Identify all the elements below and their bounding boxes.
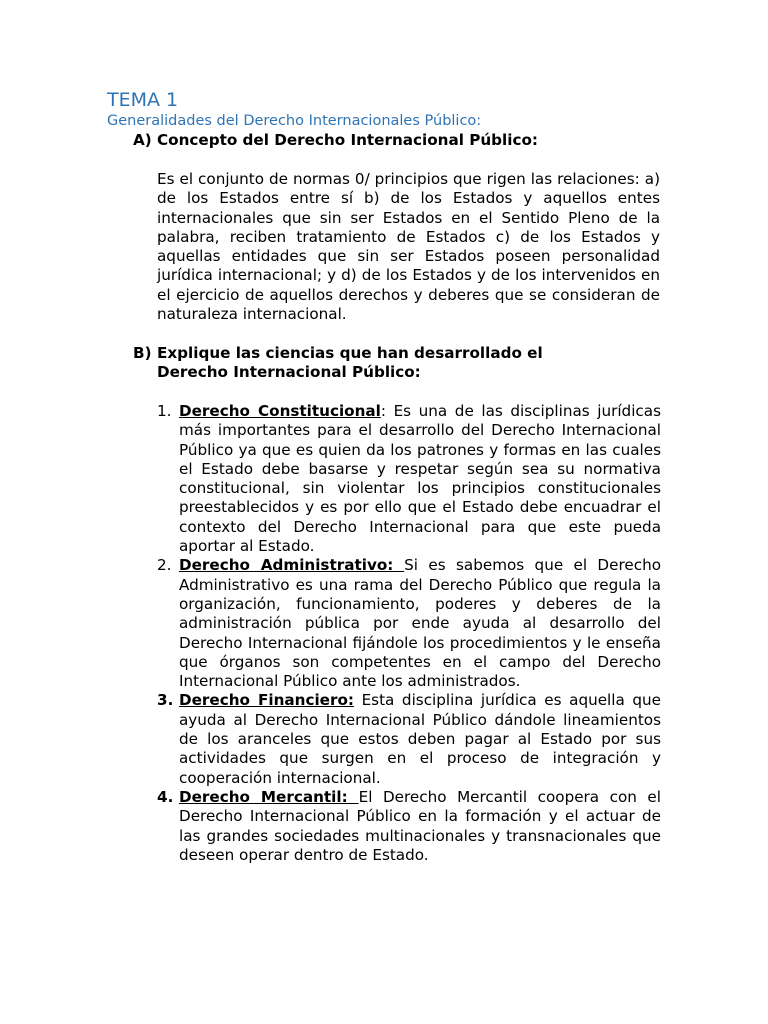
section-a-paragraph: Es el conjunto de normas 0/ principios que rigen las relaciones: a) de los Estados entre sí b) de los Estados y aquellos entes internacionales que sin ser Estados en el Sentido Pleno de la palabra, reciben tratamiento de Estados c) de los Estados y aquellas entidades que sin ser Estados poseen personalidad jurídica internacional; y d) de los Estados y de los intervenidos en el ejercicio de aquellos derechos y deberes que se consideran de naturaleza internacional. [157,170,660,324]
document-subtitle: Generalidades del Derecho Internacionales Público: [107,113,482,129]
section-a-marker: A) [133,131,152,149]
list-item-text: Es una de las disciplinas jurídicas más importantes para el desarrollo del Derecho Internacional Público ya que es quien da los patrones y formas en las cuales el Estado debe basarse y respetar según sea su normativa constitucional, sin violentar los principios constitucionales preestablecidos y es por ello que el Estado debe encuadrar el contexto del Derecho Internacional para que este pueda aportar al Estado. [179,402,661,556]
list-item [157,691,661,787]
list-item-separator: : [380,402,394,420]
list-item [157,556,661,691]
section-a-heading-text: Concepto del Derecho Internacional Público: [157,131,538,149]
list-item-number: 2. [157,556,172,575]
list-item-term: Derecho Administrativo: [179,556,405,575]
sciences-list [157,402,661,865]
list-item-number: 4. [157,787,174,806]
list-item-text: Si es sabemos que el Derecho Administrativo es una rama del Derecho Público que regula la organización, funcionamiento, poderes y deberes de la administración pública por ende ayuda al desarrollo del Derecho Internacional fijándole los procedimientos y le enseña que órganos son competentes en el campo del Derecho Internacional Público ante los administrados. [179,556,661,691]
list-item-term: Derecho Constitucional [179,402,381,420]
list-item-term: Derecho Mercantil: [179,787,359,806]
section-b-marker: B) [133,344,152,362]
list-item-term: Derecho Financiero: [179,691,354,710]
list-item [157,788,661,865]
list-item-number: 3. [157,691,174,710]
document-title: TEMA 1 [107,89,179,111]
list-item [157,402,661,556]
list-item-text: Esta disciplina jurídica es aquella que ayuda al Derecho Internacional Público dándole lineamientos de los aranceles que estos deben pagar al Estado por sus actividades que surgen en el proceso de integración y cooperación internacional. [179,691,661,787]
list-item-number: 1. [157,402,172,420]
section-b-heading-text: Explique las ciencias que han desarrollado el Derecho Internacional Público: [157,344,543,382]
list-item-separator [354,691,362,709]
list-item-text: El Derecho Mercantil coopera con el Derecho Internacional Público en la formación y el actuar de las grandes sociedades multinacionales y transnacionales que deseen operar dentro de Estado. [179,787,661,864]
